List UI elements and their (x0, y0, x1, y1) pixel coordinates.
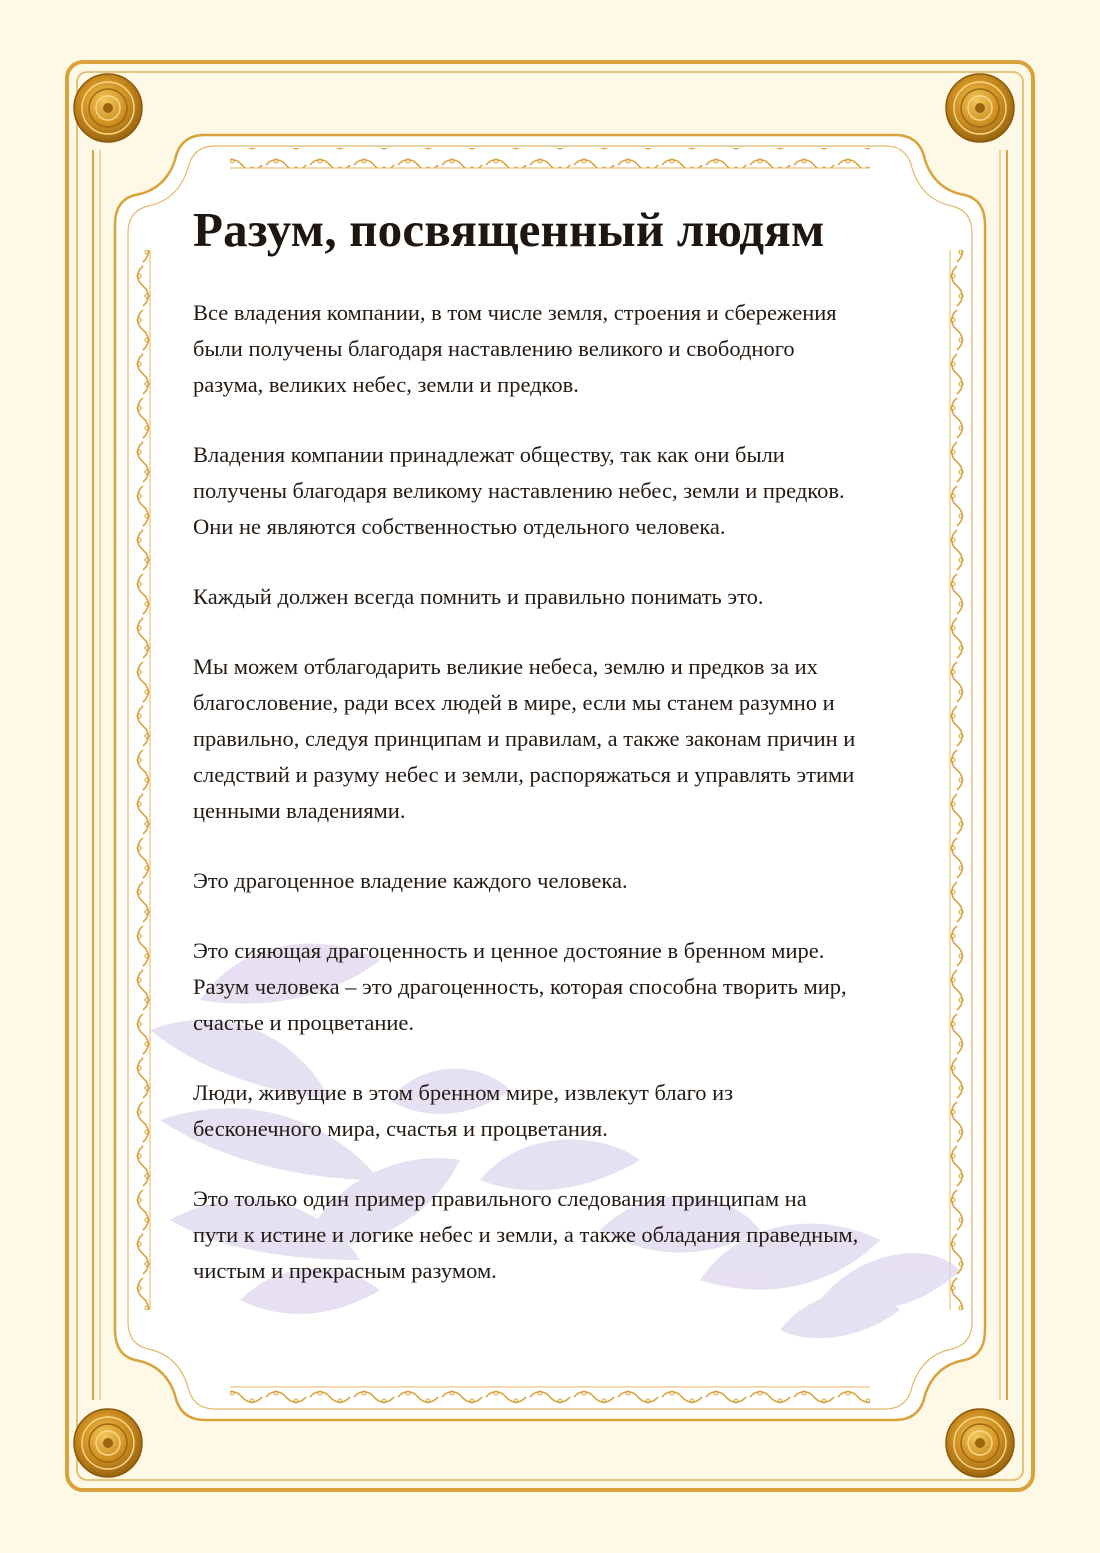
paragraph-list (193, 295, 933, 1289)
document-title: Разум, посвященный людям (193, 202, 825, 257)
paragraph: Это драгоценное владение каждого человека. (193, 868, 628, 893)
top-scroll-border (230, 148, 870, 168)
paragraph: Владения компании принадлежат обществу, так как они были получены благодаря великому наставлению небес, земли и предков. Они не являются собственностью отдельного человека. (193, 442, 845, 539)
right-scroll-border (950, 250, 970, 1310)
paragraph: Каждый должен всегда помнить и правильно понимать это. (193, 584, 764, 609)
bottom-scroll-border (230, 1387, 870, 1407)
paragraph: Все владения компании, в том числе земля, строения и сбережения были получены благодаря наставлению великого и свободного разума, великих небес, земли и предков. (193, 300, 837, 397)
document-body (193, 196, 933, 1323)
paragraph: Мы можем отблагодарить великие небеса, землю и предков за их благословение, ради всех людей в мире, если мы станем разумно и правильно, следуя принципам и правилам, а также законам причин и следствий и разуму небес и земли, распоряжаться и управлять этими ценными владениями. (193, 654, 856, 823)
gold-medallion-icon (946, 1409, 1014, 1477)
paragraph: Это только один пример правильного следования принципам на пути к истине и логике небес и земли, а также обладания праведным, чистым и прекрасным разумом. (193, 1186, 859, 1283)
left-scroll-border (130, 250, 150, 1310)
paragraph: Это сияющая драгоценность и ценное достояние в бренном мире. Разум человека – это драгоценность, которая способна творить мир, счастье и процветание. (193, 938, 847, 1035)
gold-medallion-icon (946, 74, 1014, 142)
gold-medallion-icon (74, 74, 142, 142)
gold-medallion-icon (74, 1409, 142, 1477)
paragraph: Люди, живущие в этом бренном мире, извлекут благо из бесконечного мира, счастья и процветания. (193, 1080, 734, 1141)
